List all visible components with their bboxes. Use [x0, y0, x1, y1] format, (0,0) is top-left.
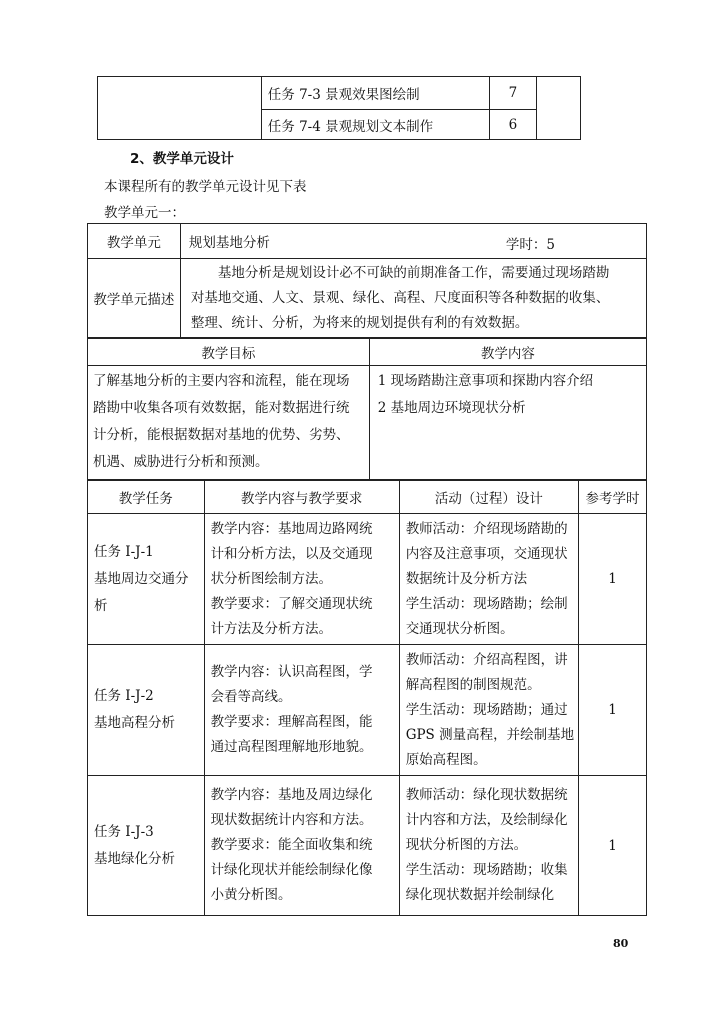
table-row [88, 645, 647, 776]
unit-label: 教学单元一： [104, 205, 185, 221]
activity-line: 现状分析图的方法。 [405, 837, 528, 853]
goal-line: 机遇、威胁进行分析和预测。 [93, 454, 269, 470]
requirement-line: 计和分析方法，以及交通现 [210, 545, 373, 562]
requirement-line: 教学要求：理解高程图，能 [210, 714, 373, 730]
task-line: 任务 I-J-2 [94, 688, 154, 704]
goal-line: 踏勘中收集各项有效数据，能对数据进行统 [93, 400, 350, 416]
hours-header: 参考学时 [579, 480, 647, 514]
activity-line: 学生活动：现场踏勘；收集 [405, 862, 568, 878]
goal-header: 教学目标 [88, 339, 370, 366]
table-row [88, 514, 647, 645]
activity-cell [399, 776, 578, 916]
requirement-line: 教学内容：认识高程图，学 [210, 664, 373, 680]
activity-line: 绿化现状数据并绘制绿化 [405, 887, 555, 903]
task-line: 基地周边交通分 [94, 570, 189, 587]
unit-name: 规划基地分析 [188, 235, 270, 251]
task-line: 析 [94, 597, 108, 614]
task-line: 任务 I-J-1 [94, 543, 154, 560]
goals-content-table [87, 338, 647, 481]
content-header: 教学内容 [369, 339, 646, 366]
activity-line: 教师活动：介绍高程图，讲 [405, 651, 568, 668]
activity-header: 活动（过程）设计 [399, 480, 578, 514]
activity-cell [399, 514, 578, 645]
activity-line: 教师活动：介绍现场踏勘的 [405, 520, 568, 537]
unit-desc-line: 对基地交通、人文、景观、绿化、高程、尺度面积等各种数据的收集、 [190, 289, 610, 306]
requirement-line: 会看等高线。 [210, 689, 292, 705]
task-line: 基地高程分析 [94, 715, 175, 731]
content-line: 1 现场踏勘注意事项和探勘内容介绍 [377, 373, 594, 389]
task-line: 基地绿化分析 [94, 850, 175, 867]
page-number: 80 [613, 937, 629, 950]
task-table [87, 479, 647, 916]
activity-line: GPS 测量高程，并绘制基地 [405, 726, 575, 743]
task-header: 教学任务 [88, 480, 205, 514]
activity-line: 数据统计及分析方法 [405, 570, 528, 587]
prior-task-hours: 7 [489, 77, 536, 110]
goal-line: 计分析，能根据数据对基地的优势、劣势、 [93, 427, 350, 443]
task-cell [88, 514, 205, 645]
task-line: 任务 I-J-3 [94, 823, 154, 840]
prior-tasks-blank-cell [98, 77, 262, 140]
unit-desc-label-cell: 教学单元描述 [88, 259, 181, 338]
activity-line: 原始高程图。 [405, 751, 487, 768]
prior-task-name: 任务 7-4 景观规划文本制作 [261, 110, 489, 140]
requirement-line: 通过高程图理解地形地貌。 [210, 739, 373, 755]
prior-task-name: 任务 7-3 景观效果图绘制 [261, 77, 489, 110]
activity-line: 教师活动：绿化现状数据统 [405, 787, 568, 803]
requirement-line: 计绿化现状并能绘制绿化像 [210, 862, 373, 878]
unit-name-cell [180, 224, 646, 259]
activity-line: 计内容和方法，及绘制绿化 [405, 812, 568, 828]
task-cell [88, 645, 205, 776]
goal-line: 了解基地分析的主要内容和流程，能在现场 [93, 373, 350, 389]
section-heading: 2、教学单元设计 [130, 151, 234, 167]
table-row [88, 776, 647, 916]
goal-cell [88, 366, 370, 481]
unit-label-cell: 教学单元 [88, 224, 181, 259]
requirement-line: 教学要求：能全面收集和统 [210, 837, 373, 853]
unit-desc-line: 整理、统计、分析，为将来的规划提供有利的有效数据。 [190, 314, 529, 331]
requirement-line: 教学内容：基地及周边绿化 [210, 787, 373, 803]
content-line: 2 基地周边环境现状分析 [377, 400, 526, 416]
activity-line: 学生活动：现场踏勘；绘制 [405, 595, 568, 612]
requirement-cell [204, 776, 399, 916]
prior-task-hours: 6 [489, 110, 536, 140]
activity-line: 内容及注意事项，交通现状 [405, 545, 568, 562]
hours-cell: 1 [579, 514, 647, 645]
hours-cell: 1 [579, 776, 647, 916]
requirement-line: 状分析图绘制方法。 [210, 570, 333, 587]
activity-line: 学生活动：现场踏勘；通过 [405, 701, 568, 718]
prior-tasks-blank-cell [536, 77, 580, 140]
requirement-cell [204, 514, 399, 645]
task-cell [88, 776, 205, 916]
requirement-line: 教学要求：了解交通现状统 [210, 595, 373, 612]
unit-desc-line: 基地分析是规划设计必不可缺的前期准备工作，需要通过现场踏勘 [217, 264, 610, 281]
requirement-header: 教学内容与教学要求 [204, 480, 399, 514]
hours-cell: 1 [579, 645, 647, 776]
requirement-cell [204, 645, 399, 776]
unit-overview-table [87, 223, 647, 338]
prior-tasks-table [97, 76, 581, 140]
activity-line: 交通现状分析图。 [405, 620, 514, 637]
activity-line: 解高程图的制图规范。 [405, 676, 541, 693]
unit-hours: 学时：5 [505, 237, 555, 253]
intro-text: 本课程所有的教学单元设计见下表 [104, 179, 307, 195]
unit-desc-cell [180, 259, 646, 338]
activity-cell [399, 645, 578, 776]
requirement-line: 小黄分析图。 [210, 887, 292, 903]
requirement-line: 教学内容：基地周边路网统 [210, 520, 373, 537]
content-cell [369, 366, 646, 481]
requirement-line: 现状数据统计内容和方法。 [210, 812, 373, 828]
requirement-line: 计方法及分析方法。 [210, 620, 333, 637]
